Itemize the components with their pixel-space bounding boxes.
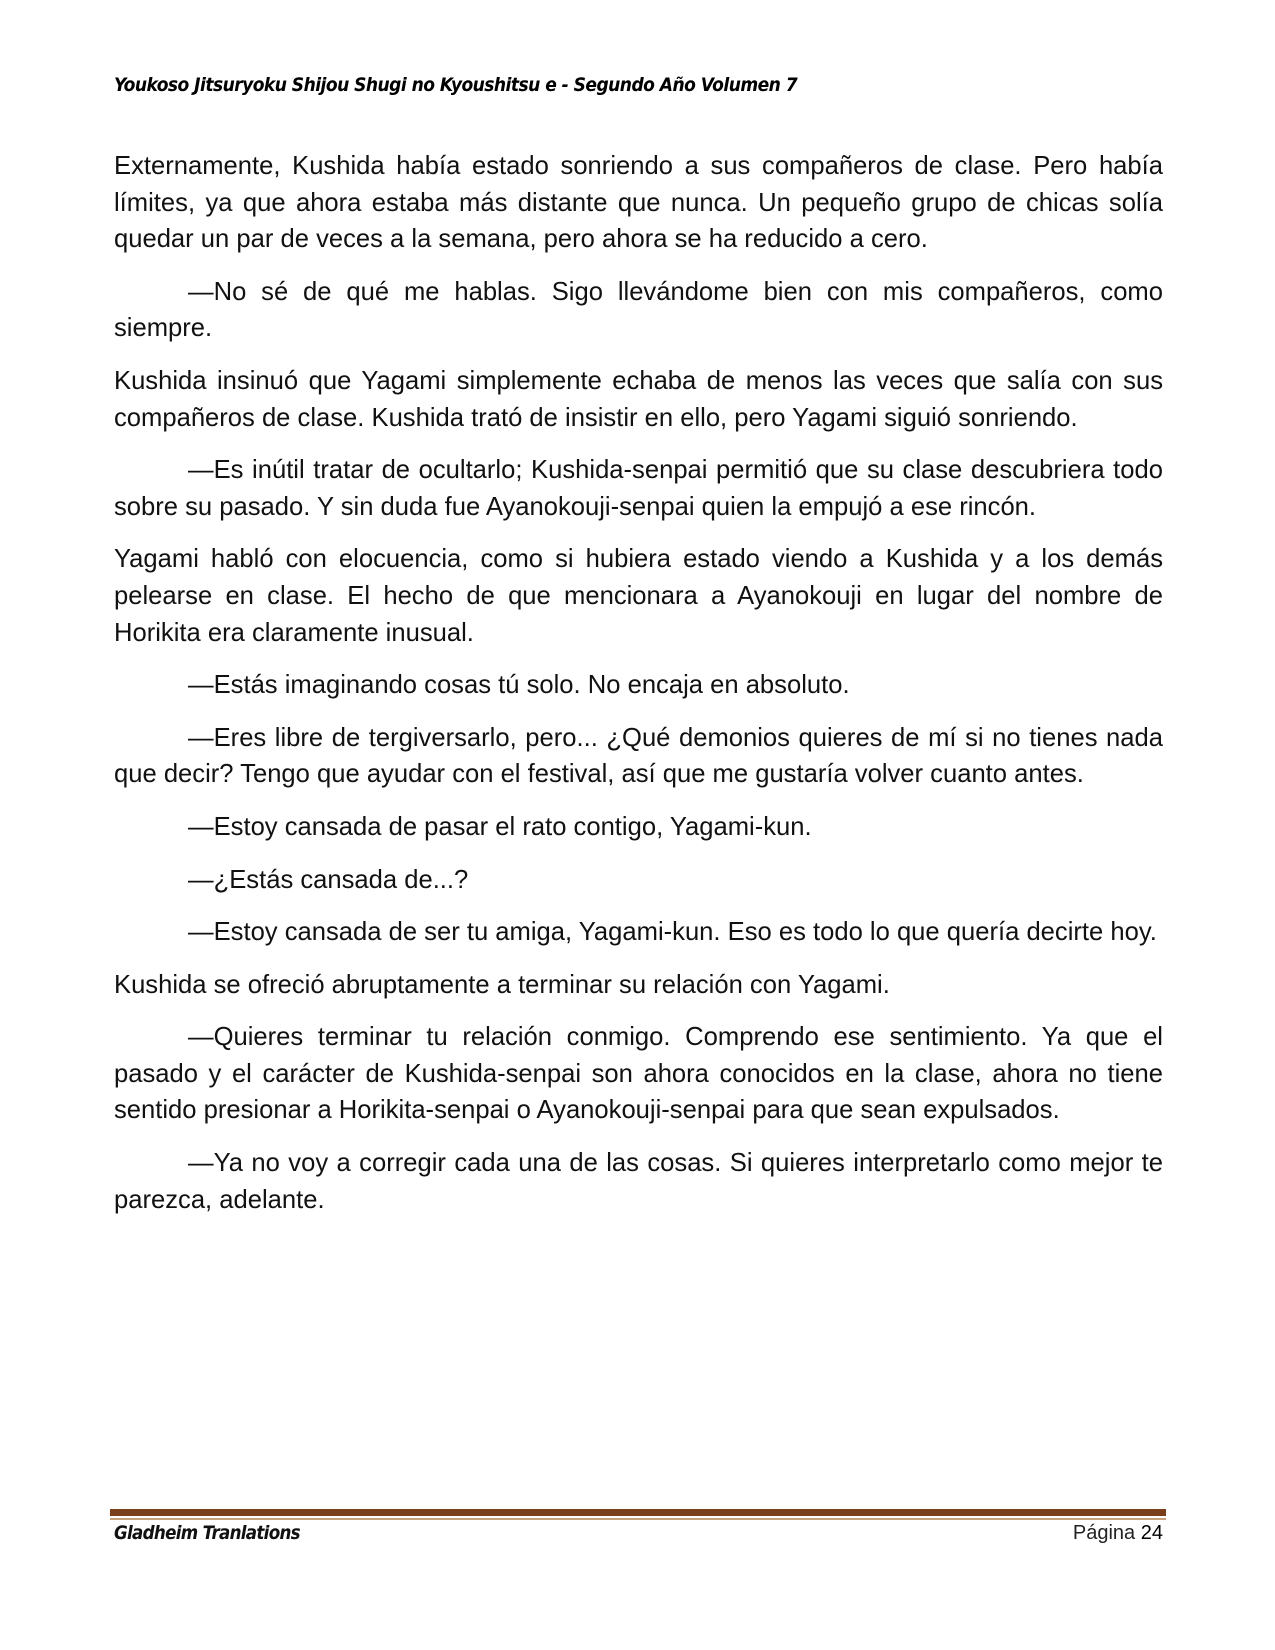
dialogue-paragraph: —Quieres terminar tu relación conmigo. Comprendo ese sentimiento. Ya que el pasado y el carácter de Kushida-senpai son ahora conocidos en la clase, ahora no tiene sentido presionar a Horikita-senpai o Ayanokouji-senpai para que sean expulsados. [114, 1023, 1163, 1125]
footer-rule-thin [110, 1518, 1166, 1520]
dialogue-paragraph: —Ya no voy a corregir cada una de las cosas. Si quieres interpretarlo como mejor te parezca, adelante. [114, 1149, 1163, 1214]
narration-paragraph: Externamente, Kushida había estado sonriendo a sus compañeros de clase. Pero había límites, ya que ahora estaba más distante que nunca. Un pequeño grupo de chicas solía quedar un par de veces a la semana, pero ahora se ha reducido a cero. [114, 152, 1163, 254]
narration-paragraph: Kushida se ofreció abruptamente a terminar su relación con Yagami. [114, 970, 890, 999]
running-header: Youkoso Jitsuryoku Shijou Shugi no Kyoushitsu e - Segundo Año Volumen 7 [114, 74, 798, 96]
dialogue-paragraph: —Estoy cansada de ser tu amiga, Yagami-kun. Eso es todo lo que quería decirte hoy. [188, 918, 1157, 947]
page-body [114, 148, 1163, 1234]
dialogue-paragraph: —Estoy cansada de pasar el rato contigo, Yagami-kun. [188, 812, 812, 841]
dialogue-paragraph: —Es inútil tratar de ocultarlo; Kushida-senpai permitió que su clase descubriera todo sobre su pasado. Y sin duda fue Ayanokouji-senpai quien la empujó a ese rincón. [114, 456, 1163, 521]
page-number-value: 24 [1140, 1522, 1163, 1544]
narration-paragraph: Kushida insinuó que Yagami simplemente echaba de menos las veces que salía con sus compañeros de clase. Kushida trató de insistir en ello, pero Yagami siguió sonriendo. [114, 366, 1163, 432]
dialogue-paragraph: —Eres libre de tergiversarlo, pero... ¿Qué demonios quieres de mí si no tienes nada que decir? Tengo que ayudar con el festival, así que me gustaría volver cuanto antes. [114, 723, 1163, 789]
footer-credit: Gladheim Tranlations [114, 1522, 300, 1544]
footer-rule [110, 1509, 1166, 1516]
page-number [1073, 1522, 1163, 1545]
dialogue-paragraph: —Estás imaginando cosas tú solo. No encaja en absoluto. [188, 671, 850, 700]
dialogue-paragraph: —¿Estás cansada de...? [188, 865, 469, 894]
page-label: Página [1072, 1522, 1136, 1544]
dialogue-paragraph: —No sé de qué me hablas. Sigo llevándome bien con mis compañeros, como siempre. [114, 277, 1163, 343]
narration-paragraph: Yagami habló con elocuencia, como si hubiera estado viendo a Kushida y a los demás pelearse en clase. El hecho de que mencionara a Ayanokouji en lugar del nombre de Horikita era claramente inusual. [114, 545, 1163, 647]
